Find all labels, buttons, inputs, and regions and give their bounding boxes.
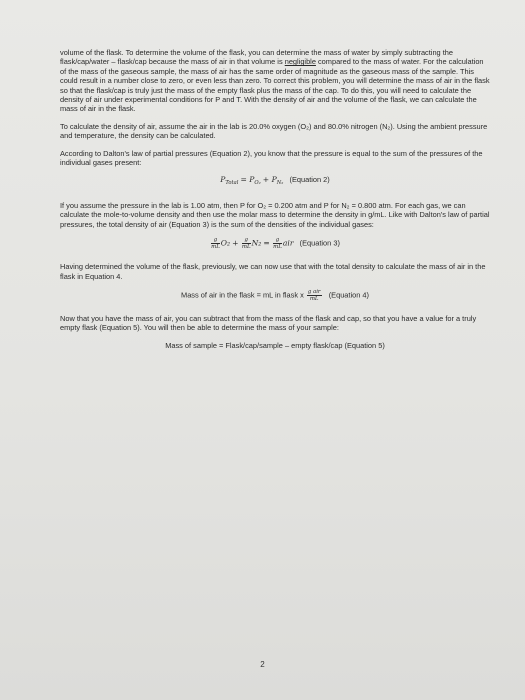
eq2-label: (Equation 2) — [289, 175, 330, 185]
eq2-term-o2: $P_{O_2}$ — [249, 175, 261, 187]
paragraph-partial-pressure: If you assume the pressure in the lab is 1.00 atm, then P for O₂ = 0.200 atm and P for N₂ = 0.800 atm. For each gas, we can calculate the mole-to-volume density and then use the molar mass to determine the density in g/mL. Like with Dalton's law of partial pressures, the total density of air (Equation 3) is the sum of the densities of the individual gases: — [60, 200, 490, 229]
paragraph-flask-volume — [60, 48, 490, 114]
page-number: 2 — [260, 660, 265, 669]
eq3-term-air: air — [282, 238, 294, 248]
page-body — [60, 48, 490, 362]
eq4-text: Mass of air in the flask = mL in flask x — [181, 290, 306, 300]
equation-4 — [60, 289, 490, 302]
eq3-frac-1: $\frac{g}{mL}$ — [211, 237, 220, 251]
eq3-label: (Equation 3) — [299, 238, 340, 248]
paragraph-daltons-law: According to Dalton's law of partial pressures (Equation 2), you know that the pressure is equal to the sum of the pressures of the individual gases present: — [60, 148, 483, 168]
paragraph-text: volume of the flask. To determine the volume of the flask, you can determine the mass of water by simply subtracting the flask/cap/water – flask/cap because the mass of air in that volume is — [60, 48, 453, 67]
eq3-term-n2: N₂ — [251, 238, 262, 248]
underlined-word: negligible — [284, 57, 316, 67]
paragraph-mass-of-air: Having determined the volume of the flask, previously, we can now use that with the total density to calculate the mass of air in the flask in Equation 4. — [60, 262, 486, 281]
eq4-frac: $\frac{\text{g air}}{mL}$ — [307, 288, 321, 302]
eq3-term-o2: O₂ — [220, 238, 231, 248]
eq3-frac-3: $\frac{g}{mL}$ — [273, 237, 282, 251]
eq2-lhs: $P_{Total}$ — [220, 175, 239, 187]
equation-5: Mass of sample = Flask/cap/sample – empty flask/cap (Equation 5) — [165, 340, 385, 350]
equation-2: $P_{Total} = P_{O_2} + P_{N_2}$ (Equation 2) — [220, 175, 330, 187]
paragraph-text: compared to the mass of water. For the calculation of the mass of the gaseous sample, the mass of air has the same order of magnitude as the gaseous mass of the sample. This could result in a number close to zero, or even less than zero. To correct this problem, you will determine the mass of air in the flask so that the flask/cap is truly just the mass of the empty flask plus the mass of the cap. To do this, you will need to calculate the density of air under experimental conditions for P and T. With the density of air and the volume of the flask, we can calculate the mass of air in the flask. — [60, 57, 490, 114]
eq4-label: (Equation 4) — [328, 290, 369, 300]
eq3-frac-2: $\frac{g}{mL}$ — [241, 237, 251, 251]
eq2-term-n2: $P_{N_2}$ — [271, 175, 284, 187]
paragraph-air-density: To calculate the density of air, assume the air in the lab is 20.0% oxygen (O₂) and 80.0% nitrogen (N₂). Using the ambient pressure and temperature, the density can be calculated. — [60, 121, 488, 141]
equation-3: $\frac{g}{mL}$ O₂ + $\frac{g}{mL}$ N₂ = $\frac{g}{mL}$ air (Equation 3) — [211, 237, 340, 251]
paragraph-mass-of-sample: Now that you have the mass of air, you can subtract that from the mass of the flask and cap, so that you have a value for a truly empty flask (Equation 5). You will then be able to determine the mass of your sample: — [60, 313, 477, 333]
